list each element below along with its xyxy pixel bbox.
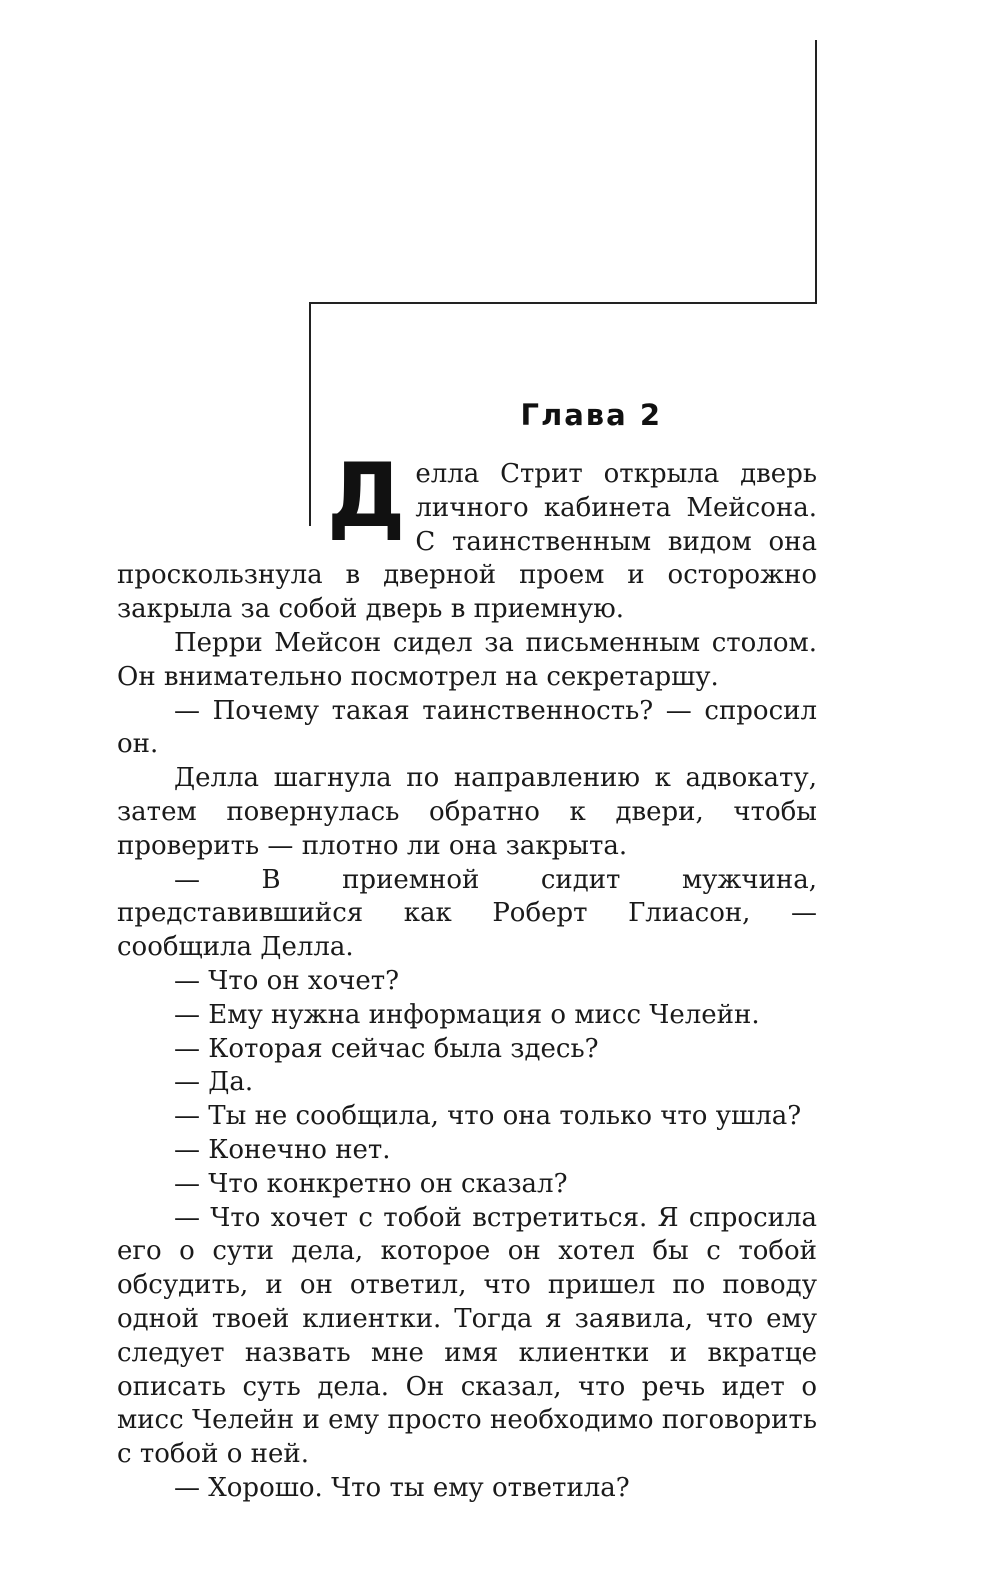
paragraph: — Ему нужна информация о мисс Челейн. [174, 999, 760, 1030]
body-text [117, 444, 817, 1506]
paragraph: — Ты не сообщила, что она только что ушла? [174, 1101, 802, 1132]
paragraph: — Хорошо. Что ты ему ответила? [174, 1472, 630, 1503]
drop-cap: Д [327, 444, 406, 547]
paragraph: Делла шагнула по направлению к адвокату, затем повернулась обратно к двери, чтобы проверить — плотно ли она закрыта. [117, 763, 817, 861]
opening-text: елла Стрит открыла дверь личного кабинета Мейсона. С таинственным видом она проскользнула в дверной проем и осторожно закрыла за собой дверь в приемную. [117, 459, 817, 625]
opening-paragraph [117, 444, 817, 627]
chapter-title: Глава 2 [520, 398, 662, 432]
paragraph: — Почему такая таинственность? — спросил он. [117, 695, 817, 760]
paragraph: — Что он хочет? [174, 965, 400, 996]
paragraph: — Да. [174, 1067, 254, 1098]
paragraph: — Что хочет с тобой встретиться. Я спросила его о сути дела, которое он хотел бы с тобой обсудить, и он ответил, что пришел по поводу одной твоей клиентки. Тогда я заявила, что ему следует назвать мне имя клиентки и вкратце описать суть дела. Он сказал, что речь идет о мисс Челейн и ему просто необходимо поговорить с тобой о ней. [117, 1202, 817, 1470]
paragraph: — Конечно нет. [174, 1134, 391, 1165]
decorative-rule-vertical-right [815, 40, 817, 303]
paragraph: — В приемной сидит мужчина, представившийся как Роберт Глиасон, — сообщила Делла. [117, 864, 817, 963]
paragraph: — Которая сейчас была здесь? [174, 1033, 599, 1064]
decorative-rule-horizontal [309, 302, 817, 304]
paragraph: Перри Мейсон сидел за письменным столом. Он внимательно посмотрел на секретаршу. [117, 627, 817, 692]
paragraph: — Что конкретно он сказал? [174, 1168, 568, 1199]
